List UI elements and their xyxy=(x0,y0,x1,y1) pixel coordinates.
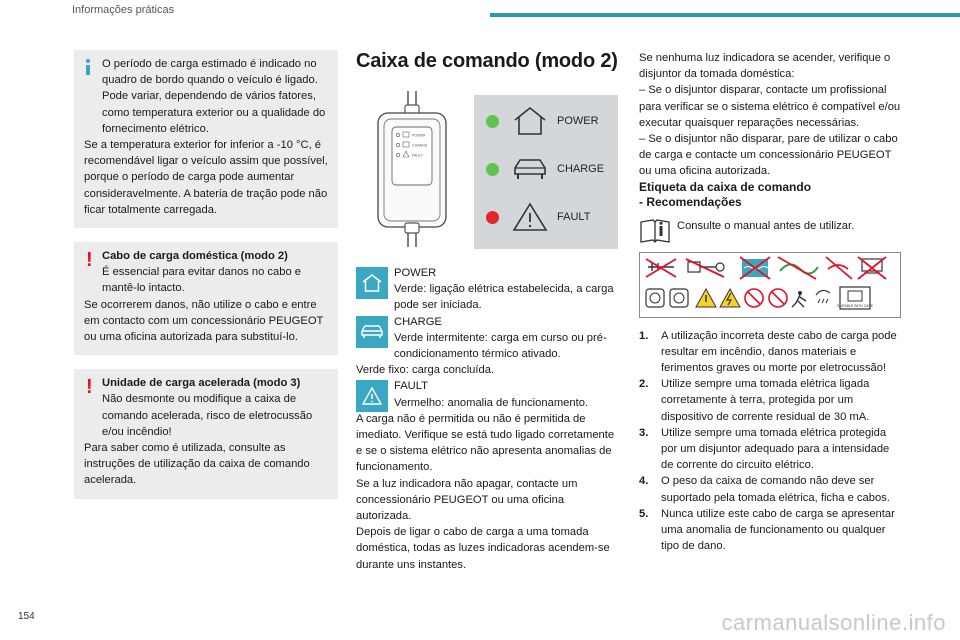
car-icon xyxy=(511,154,549,184)
suitable-with-case-caption: SUITABLE WITH CASE xyxy=(837,303,873,308)
breaker-dash-1: – Se o disjuntor disparar, contacte um profissional para verificar se o sistema elétrico é compatível e/ou executar quaisquer reparações necessárias. xyxy=(639,84,901,129)
fault-entry xyxy=(356,378,618,572)
fault-entry-head: FAULT xyxy=(394,380,428,393)
warning-pictogram xyxy=(696,289,716,307)
left-column xyxy=(74,50,338,508)
power-entry-head: POWER xyxy=(394,267,437,279)
warning-accelerated-title: Unidade de carga acelerada (modo 3) xyxy=(102,377,301,390)
manual-notice-text: Consulte o manual antes de utilizar. xyxy=(677,219,855,232)
fault-entry-text-1: Vermelho: anomalia de funcionamento. xyxy=(394,396,589,409)
charge-light-label: CHARGE xyxy=(557,163,605,175)
socket-pictogram xyxy=(670,289,688,307)
section-title: Caixa de comando (modo 2) xyxy=(356,50,618,72)
list-item-number: 4. xyxy=(639,475,649,488)
no-water-pictogram xyxy=(740,257,770,279)
fault-light-row xyxy=(486,199,590,235)
power-light-label: POWER xyxy=(557,115,599,127)
list-item-number: 2. xyxy=(639,378,649,391)
manual-book-icon xyxy=(639,218,671,244)
warning-triangle-icon xyxy=(511,202,549,232)
no-rain-pictogram xyxy=(816,290,830,303)
list-item-text: Utilize sempre uma tomada elétrica protegida por um disjuntor adequado para a intensidade de corrente do circuito elétrico. xyxy=(661,426,890,472)
power-led xyxy=(486,115,499,128)
charge-entry-text-2: Verde fixo: carga concluída. xyxy=(356,364,495,377)
info-note-box xyxy=(74,50,338,228)
no-modification-pictogram xyxy=(858,257,886,279)
no-pets-pictogram xyxy=(769,289,787,307)
right-column xyxy=(639,50,901,554)
charge-entry-head: CHARGE xyxy=(394,315,442,328)
warning-exclamation-icon: ! xyxy=(86,249,93,272)
list-item-text: A utilização incorreta deste cabo de carga pode resultar em incêndio, danos materiais e ferimentos graves ou morte por eletrocussão! xyxy=(661,329,897,375)
no-vehicle-over-cable-pictogram xyxy=(826,257,852,279)
home-icon xyxy=(356,267,388,299)
power-light-row xyxy=(486,103,599,139)
electric-hazard-pictogram xyxy=(720,289,740,307)
label-subheading-line-1: Etiqueta da caixa de comando xyxy=(639,179,812,194)
warning-domestic-text-1: É essencial para evitar danos no cabo e mantê-lo intacto. xyxy=(102,266,302,295)
breaker-dash-2: – Se o disjuntor não disparar, pare de utilizar o cabo de carga e contacte um concessionário PEUGEOT ou uma oficina autorizada. xyxy=(639,133,898,178)
charge-entry-text-1: Verde intermitente: carga em curso ou pré-condicionamento térmico ativado. xyxy=(394,331,607,361)
recommendations-list xyxy=(639,328,901,555)
charge-led xyxy=(486,163,499,176)
list-item-number: 3. xyxy=(639,426,649,439)
list-item-text: Nunca utilize este cabo de carga se apresentar uma anomalia de funcionamento ou qualquer tipo de dano. xyxy=(661,507,895,553)
header-accent-bar xyxy=(490,13,960,17)
fault-light-label: FAULT xyxy=(557,211,591,223)
watermark-text: carmanualsonline.info xyxy=(721,610,946,635)
no-children-pictogram xyxy=(745,289,763,307)
list-item xyxy=(639,473,901,505)
info-icon xyxy=(86,59,90,74)
warning-domestic-title: Cabo de carga doméstica (modo 2) xyxy=(102,250,288,263)
manual-notice-row xyxy=(639,218,901,248)
warning-accelerated-text-1: Não desmonte ou modifique a caixa de comando acelerada, risco de eletrocussão e/ou incêndio! xyxy=(102,393,313,438)
warning-box-accelerated-unit xyxy=(74,369,338,498)
indicator-lights-panel xyxy=(474,95,618,249)
no-adapter-pictogram xyxy=(646,259,676,277)
list-item-number: 5. xyxy=(639,507,649,520)
label-pictograms xyxy=(640,253,902,319)
label-subheading-line-2: - Recomendações xyxy=(639,194,742,209)
list-item-number: 1. xyxy=(639,329,649,342)
control-box-illustration xyxy=(372,91,452,247)
suitable-with-case-pictogram xyxy=(837,287,874,309)
list-item xyxy=(639,506,901,555)
middle-column xyxy=(356,50,618,573)
device-power-label: POWER xyxy=(412,133,426,138)
charge-light-row xyxy=(486,151,604,187)
warning-exclamation-icon: ! xyxy=(86,376,93,399)
warning-accelerated-text-2: Para saber como é utilizada, consulte as instruções de utilização da caixa de comando acelerada. xyxy=(84,442,310,487)
list-item xyxy=(639,425,901,474)
socket-pictogram xyxy=(646,289,664,307)
power-entry-text: Verde: ligação elétrica estabelecida, a carga pode ser iniciada. xyxy=(394,283,614,312)
list-item-text: O peso da caixa de comando não deve ser suportado pela tomada elétrica, ficha e cabos. xyxy=(661,475,890,504)
breaker-intro-text: Se nenhuma luz indicadora se acender, verifique o disjuntor da tomada doméstica: xyxy=(639,52,891,81)
charge-entry xyxy=(356,314,618,379)
fault-entry-text-3: Se a luz indicadora não apagar, contacte um concessionário PEUGEOT ou uma oficina autorizada. xyxy=(356,477,578,523)
power-entry xyxy=(356,265,618,314)
list-item xyxy=(639,328,901,377)
warning-triangle-icon xyxy=(356,380,388,412)
warning-domestic-text-2: Se ocorrerem danos, não utilize o cabo e entre em contacto com um concessionário PEUGEOT ou uma oficina autorizada para substituí-lo. xyxy=(84,298,324,344)
device-fault-label: FAULT xyxy=(412,153,423,158)
fault-entry-text-2: A carga não é permitida ou não é permitida de imediato. Verifique se está tudo ligado corretamente e se o sistema elétrico não apresenta anomalias de funcionamento. xyxy=(356,412,615,474)
list-item xyxy=(639,376,901,425)
page-header-title: Informações práticas xyxy=(72,4,175,16)
control-box-label-strip xyxy=(639,252,901,318)
home-icon xyxy=(511,106,549,136)
info-note-text-1: O período de carga estimado é indicado no quadro de bordo quando o veículo é ligado. Pode variar, dependendo de vários fatores, como temperatura exterior ou a qualidade do fornecimento elétrico. xyxy=(102,58,326,135)
no-trip-pictogram xyxy=(792,291,806,307)
no-extension-pictogram xyxy=(686,259,724,277)
warning-box-domestic-cable xyxy=(74,242,338,355)
device-charge-label: CHARGE xyxy=(412,143,428,148)
page-number: 154 xyxy=(18,611,35,622)
fault-entry-text-4: Depois de ligar o cabo de carga a uma tomada doméstica, todas as luzes indicadoras acendem-se durante uns instantes. xyxy=(356,526,610,571)
car-icon xyxy=(356,316,388,348)
info-note-text-2: Se a temperatura exterior for inferior a -10 °C, é recomendável ligar o veículo assim que possível, porque o período de carga pode aumentar consideravelmente. A bateria de tração pode não ficar totalmente carregada. xyxy=(84,139,328,216)
list-item-text: Utilize sempre uma tomada elétrica ligada corretamente à terra, protegida por um dispositivo de corrente residual de 30 mA. xyxy=(661,378,870,423)
no-damaged-cable-pictogram xyxy=(778,257,818,279)
fault-led xyxy=(486,211,499,224)
control-box-figures xyxy=(356,85,618,255)
